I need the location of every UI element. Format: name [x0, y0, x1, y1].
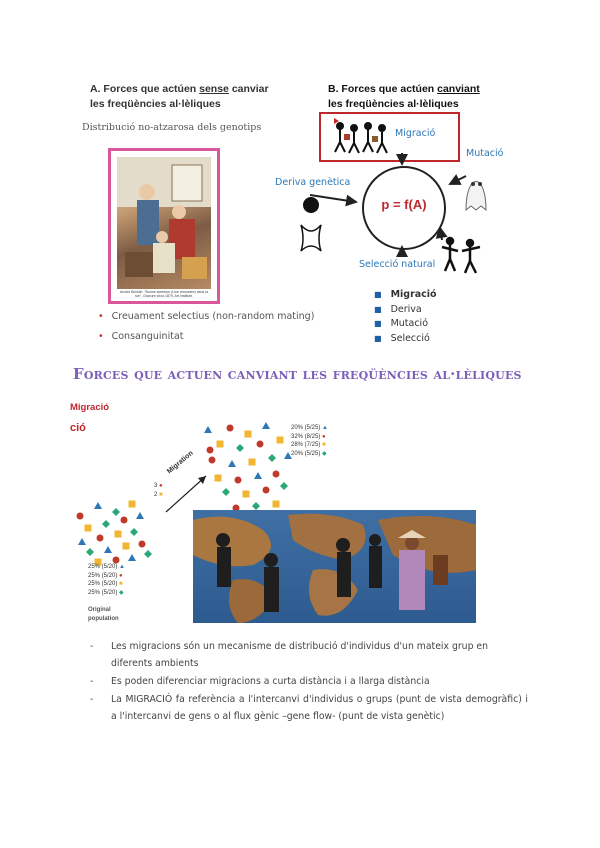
diamond-marker — [222, 488, 230, 496]
square-marker — [215, 475, 222, 482]
triangle-marker — [78, 538, 86, 545]
ghost-illustration — [462, 162, 490, 212]
label-deriva: Deriva genètica — [275, 177, 351, 188]
circle-icon: ● — [322, 433, 326, 440]
painting-image — [117, 157, 211, 289]
forces-list — [374, 288, 437, 346]
circle-marker — [139, 541, 146, 548]
diamond-marker — [144, 550, 152, 558]
legend-row: 28% (7/25) ■ — [291, 442, 326, 448]
diamond-icon: ◆ — [119, 589, 124, 596]
circle-marker — [263, 487, 270, 494]
square-marker — [85, 525, 92, 532]
tribal-figures-illustration — [440, 233, 484, 275]
new-population-legend — [291, 424, 328, 458]
square-marker — [249, 459, 256, 466]
triangle-marker — [254, 472, 262, 479]
circle-marker — [273, 471, 280, 478]
section-a-subtitle: Distribució no-atzarosa dels genotips — [82, 122, 262, 133]
diamond-marker — [102, 520, 110, 528]
square-marker — [217, 441, 224, 448]
circle-marker — [257, 441, 264, 448]
circle-marker — [209, 457, 216, 464]
paragraph-item: - Es poden diferenciar migracions a curta distància i a llarga distància — [90, 676, 430, 687]
square-marker — [245, 431, 252, 438]
circle-marker — [235, 477, 242, 484]
paragraph-item: - Les migracions són un mecanisme de distribució d'individus d'un mateix grup en diferents ambients — [90, 641, 489, 669]
legend-row: 25% (5/20) ● — [88, 572, 123, 579]
legend-row: 20% (5/25) ▲ — [291, 425, 328, 431]
triangle-icon: ▲ — [322, 425, 328, 431]
migration-arrow-label: Migration — [166, 449, 195, 476]
original-population-legend — [88, 563, 125, 597]
list-item: ■ Selecció — [374, 332, 430, 344]
painting-frame — [108, 148, 220, 304]
triangle-marker — [228, 460, 236, 467]
triangle-marker — [128, 554, 136, 561]
square-icon: ■ — [119, 581, 123, 587]
square-marker — [129, 501, 136, 508]
migracio-heading: Migració — [70, 402, 110, 413]
painting-caption: Arnold Böcklin: "Bonne aventure (Une rencontre) dans la rue". Gravure circa 1879, Art Institute. — [119, 290, 208, 298]
square-icon: ■ — [159, 491, 163, 498]
paragraph-item: - La MIGRACIÓ fa referència a l'intercanvi d'individus o grups (punt de vista demogràfic) i a l'intercanvi de gens o al flux gènic –gene flow- (punt de vista genètic) — [90, 694, 528, 722]
legend-row: 20% (5/25) ◆ — [291, 450, 327, 457]
diamond-marker — [86, 548, 94, 556]
circle-icon: ● — [159, 483, 163, 489]
diamond-marker — [252, 502, 260, 510]
square-marker — [123, 543, 130, 550]
list-item: ■ Migració — [374, 289, 437, 300]
circle-marker — [227, 425, 234, 432]
circle-marker — [97, 535, 104, 542]
label-seleccio: Selecció natural — [359, 259, 436, 270]
hourglass-figure-illustration — [297, 195, 325, 255]
circle-marker — [77, 513, 84, 520]
diamond-marker — [268, 454, 276, 462]
original-population-label: Original population — [88, 607, 119, 622]
list-item: ■ Deriva — [374, 303, 422, 315]
diamond-marker — [130, 528, 138, 536]
square-marker — [243, 491, 250, 498]
section-a-bullet: • Creuament selectius (non-random mating) — [98, 311, 315, 322]
triangle-marker — [104, 546, 112, 553]
legend-row: 25% (5/20) ◆ — [88, 589, 124, 596]
section-a-bullet: • Consanguinitat — [98, 331, 184, 342]
diamond-icon: ◆ — [322, 450, 327, 457]
list-item: ■ Mutació — [374, 318, 429, 329]
triangle-icon: ▲ — [119, 564, 125, 570]
circle-marker — [121, 517, 128, 524]
label-mutacio: Mutació — [466, 148, 504, 159]
diamond-marker — [112, 508, 120, 516]
section-b-title: B. Forces que actúen canviant les freqüències al·lèliques — [328, 83, 480, 110]
square-marker — [273, 501, 280, 508]
triangle-marker — [262, 422, 270, 429]
truncated-heading: ció — [70, 422, 86, 434]
square-marker — [277, 437, 284, 444]
diamond-marker — [280, 482, 288, 490]
migration-map-illustration — [193, 510, 476, 623]
migrant-legend — [154, 482, 163, 499]
label-migracio: Migració — [395, 128, 436, 139]
formula: p = f(A) — [381, 197, 427, 212]
triangle-marker — [136, 512, 144, 519]
legend-row: 25% (5/20) ▲ — [88, 564, 125, 570]
section-a-title: A. Forces que actúen sense canviar les freqüències al·lèliques — [90, 83, 269, 110]
diamond-marker — [236, 444, 244, 452]
migration-arrow — [166, 476, 206, 512]
circle-icon: ● — [119, 572, 123, 579]
triangle-marker — [94, 502, 102, 509]
legend-row: 3 ● — [154, 483, 163, 489]
legend-row: 25% (5/20) ■ — [88, 581, 123, 587]
circle-marker — [207, 447, 214, 454]
legend-row: 2 ■ — [154, 491, 163, 498]
legend-row: 32% (8/25) ● — [291, 433, 326, 440]
page-title: Forces que actuen canviant les freqüències al·lèliques — [73, 365, 522, 383]
square-icon: ■ — [322, 442, 326, 448]
square-marker — [115, 531, 122, 538]
